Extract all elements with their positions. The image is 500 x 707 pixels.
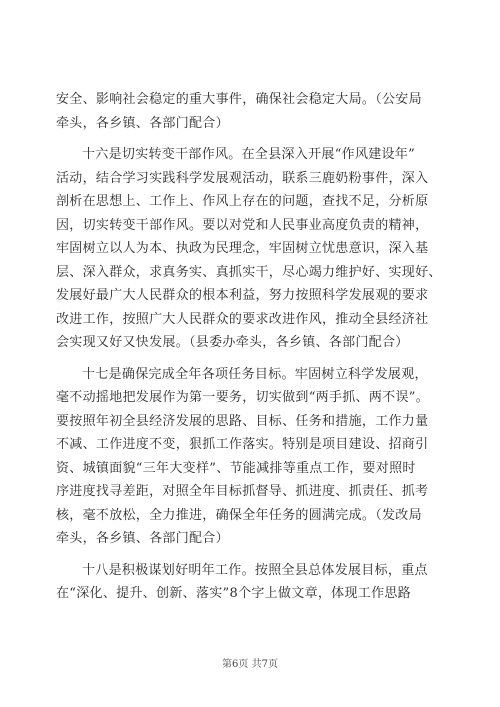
text-line: 序进度找寻差距，对照全年目标抓督导、抓进度、抓责任、抓考 <box>56 484 429 499</box>
paragraph-17 <box>56 363 448 551</box>
text-line: 牢固树立以人为本、执政为民理念，牢固树立忧患意识，深入基 <box>56 241 429 256</box>
text-line: 改进工作，按照广大人民群众的要求改进作风，推动全县经济社 <box>56 311 429 327</box>
text-line: 牵头，各乡镇、各部门配合） <box>56 115 229 131</box>
text-line: 牵头，各乡镇、各部门配合） <box>56 531 229 546</box>
text-line: 会实现又好又快发展。（县委办牵头，各乡镇、各部门配合） <box>56 335 409 350</box>
paragraph-16 <box>56 143 448 355</box>
text-line: 要按照年初全县经济发展的思路、目标、任务和措施，工作力量 <box>56 413 429 429</box>
text-line: 不减、工作进度不变，狠抓工作落实。特别是项目建设、招商引 <box>56 437 429 452</box>
text-line-first: 十八是积极谋划好明年工作。按照全县总体发展目标，重点 <box>82 562 428 578</box>
text-line: 核，毫不放松，全力推进，确保全年任务的圆满完成。（发改局 <box>56 507 422 523</box>
text-line-first: 十七是确保完成全年各项任务目标。牢固树立科学发展观， <box>82 366 428 382</box>
paragraph-18 <box>56 559 448 606</box>
text-line: 资、城镇面貌“三年大变样”、节能减排等重点工作，要对照时 <box>56 460 416 476</box>
text-line: 发展好最广大人民群众的根本利益，努力按照科学发展观的要求 <box>56 288 429 303</box>
text-line: 层、深入群众，求真务实、真抓实干，尽心竭力维护好、实现好、 <box>56 264 442 280</box>
document-body <box>56 88 448 614</box>
page-number-footer: 第6页 共7页 <box>222 659 278 670</box>
text-line: 活动，结合学习实践科学发展观活动，联系三鹿奶粉事件，深入 <box>56 170 429 186</box>
text-line-first: 十六是切实转变干部作风。在全县深入开展“作风建设年” <box>82 147 416 162</box>
text-line: 剖析在思想上、工作上、作风上存在的问题，查找不足，分析原 <box>56 194 429 209</box>
text-line: 在“深化、提升、创新、落实”8个字上做文章，体现工作思路 <box>56 586 411 601</box>
text-line: 安全、影响社会稳定的重大事件，确保社会稳定大局。（公安局 <box>56 92 422 107</box>
text-line: 因，切实转变干部作风。要以对党和人民事业高度负责的精神， <box>56 217 429 233</box>
paragraph-continuation <box>56 88 448 135</box>
text-line: 毫不动摇地把发展作为第一要务，切实做到“两手抓、两不误”。 <box>56 390 429 405</box>
